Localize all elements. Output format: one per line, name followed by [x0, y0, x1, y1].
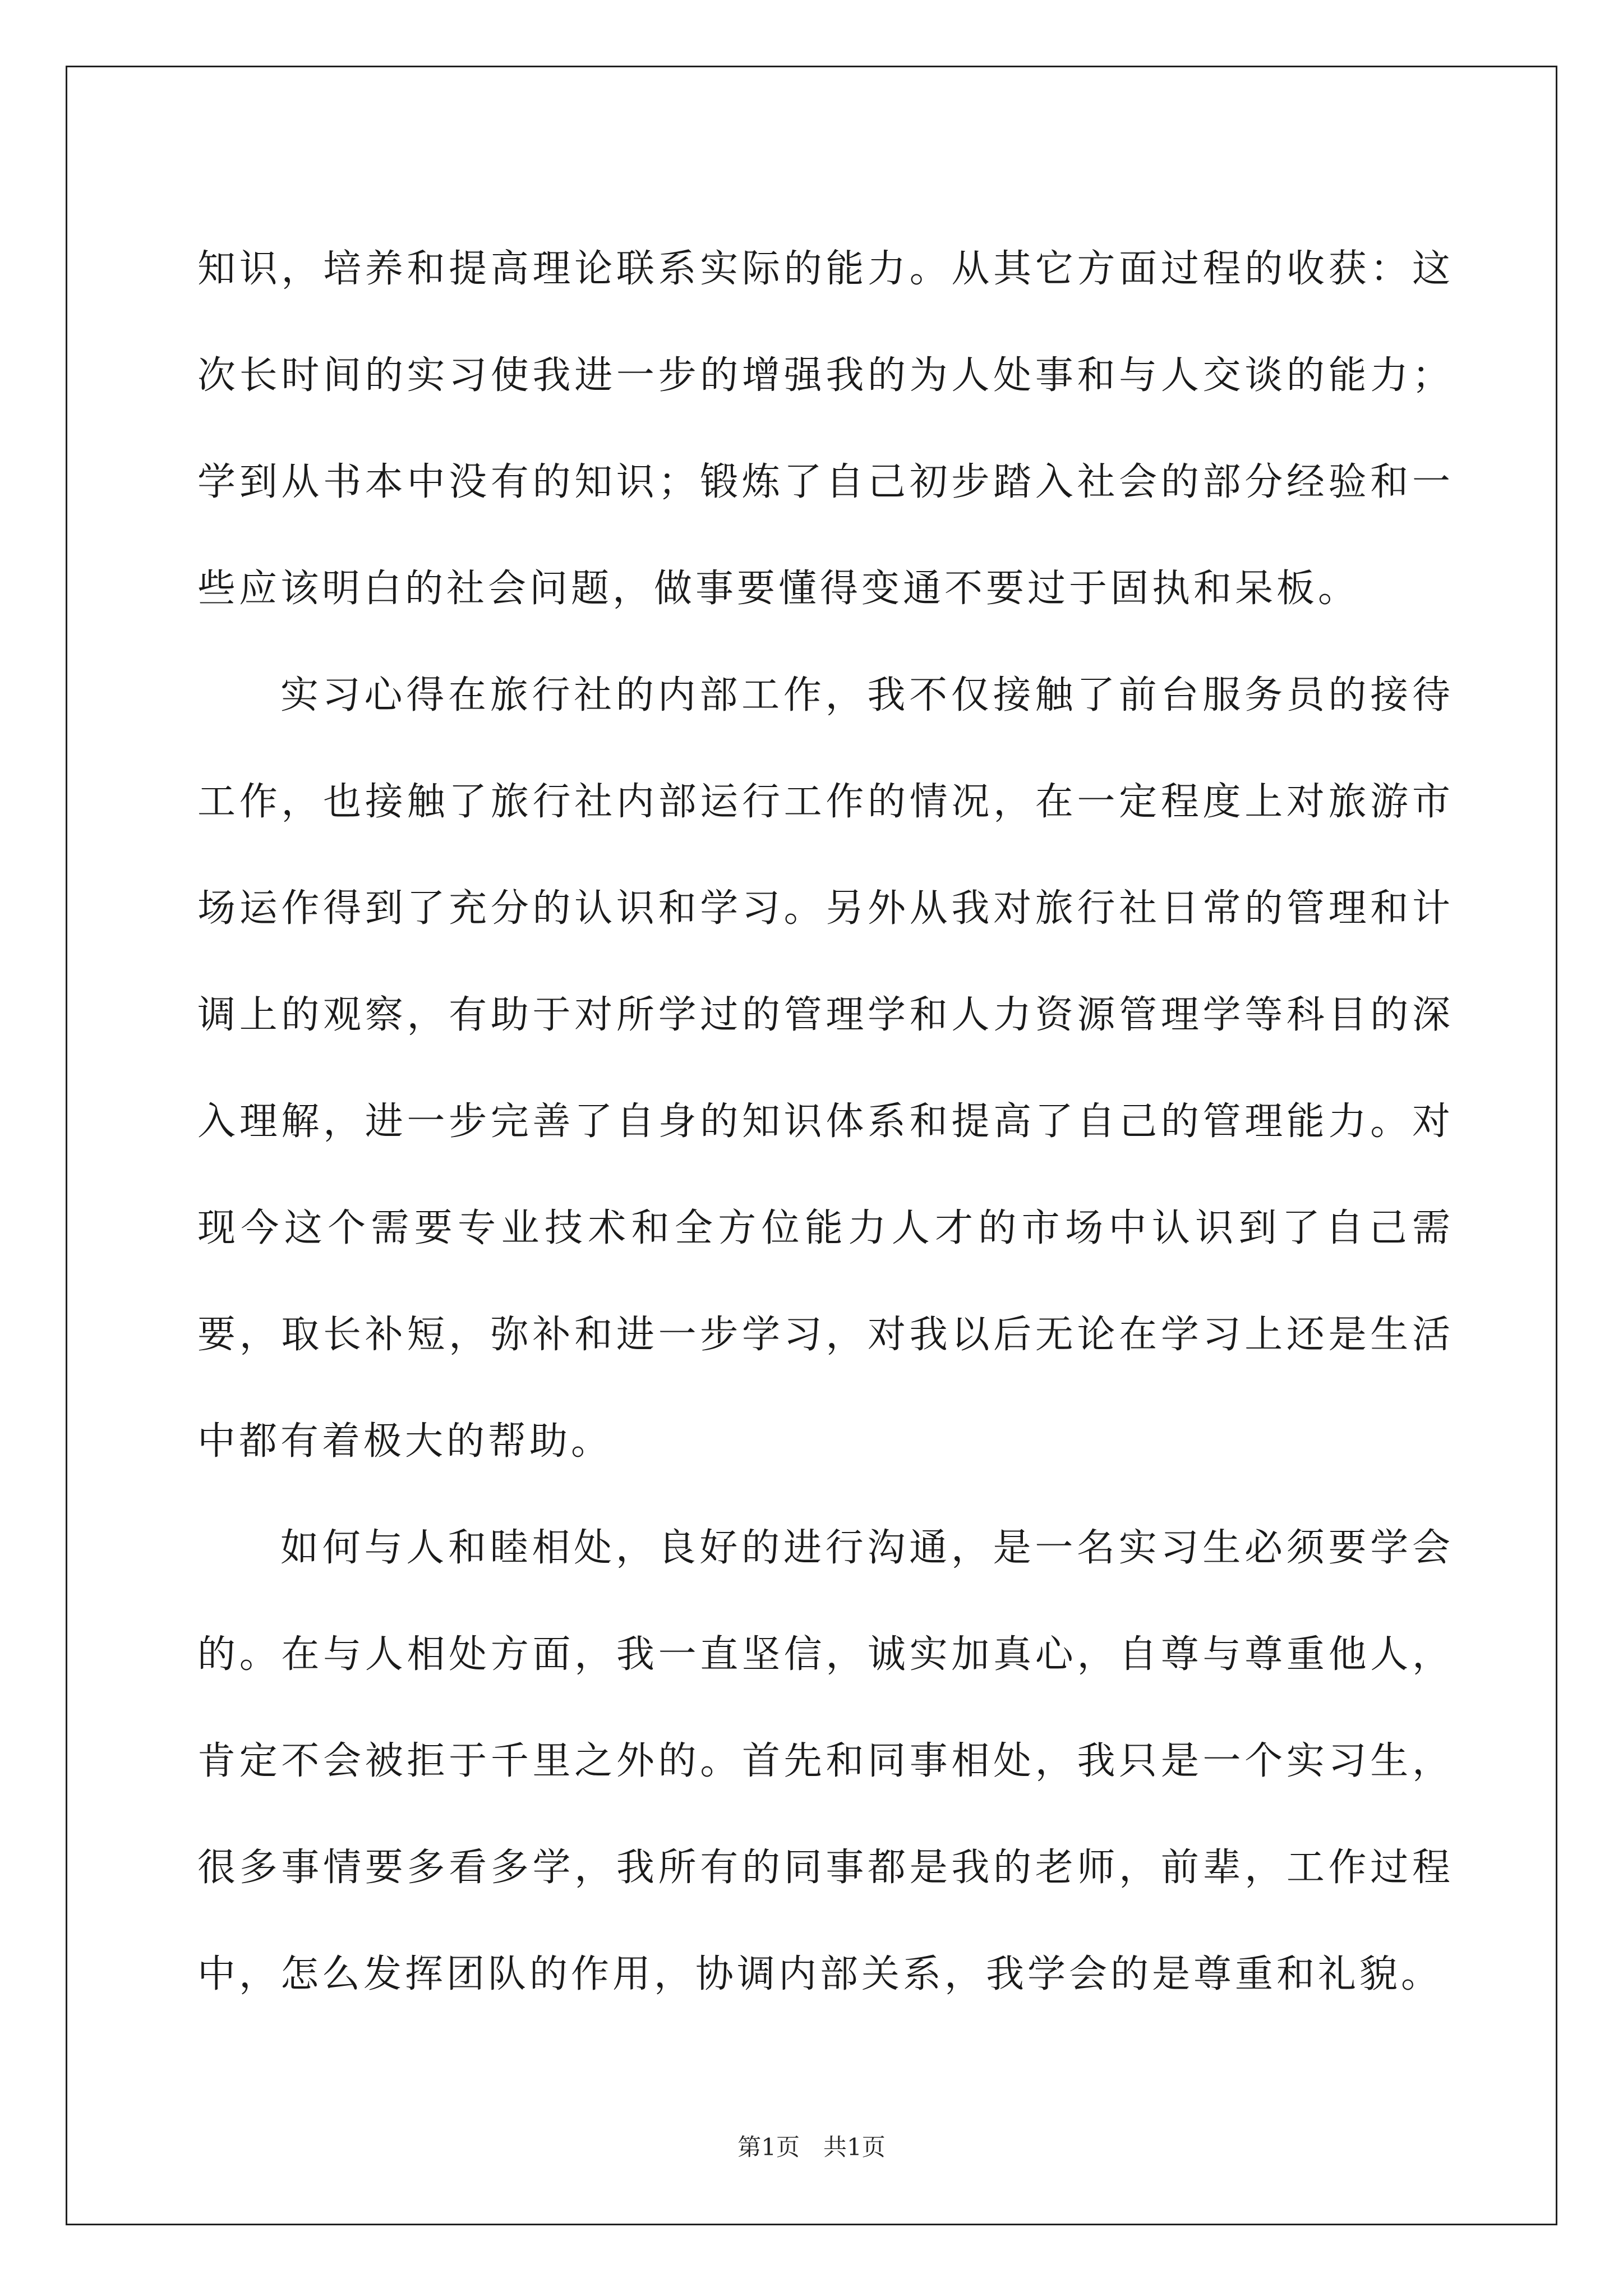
document-body: [197, 216, 1454, 2028]
page-number: 第1页 共1页: [737, 2133, 886, 2161]
paragraph-1: 知识，培养和提高理论联系实际的能力。从其它方面过程的收获：这次长时间的实习使我进一步的增强我的为人处事和与人交谈的能力；学到从书本中没有的知识；锻炼了自己初步踏入社会的部分经验和一些应该明白的社会问题，做事要懂得变通不要过于固执和呆板。: [197, 247, 1454, 611]
paragraph-2: 实习心得在旅行社的内部工作，我不仅接触了前台服务员的接待工作，也接触了旅行社内部运行工作的情况，在一定程度上对旅游市场运作得到了充分的认识和学习。另外从我对旅行社日常的管理和计调上的观察，有助于对所学过的管理学和人力资源管理学等科目的深入理解，进一步完善了自身的知识体系和提高了自己的管理能力。对现今这个需要专业技术和全方位能力人才的市场中认识到了自己需要，取长补短，弥补和进一步学习，对我以后无论在学习上还是生活中都有着极大的帮助。: [197, 673, 1454, 1464]
paragraph-3: 如何与人和睦相处，良好的进行沟通，是一名实习生必须要学会的。在与人相处方面，我一直坚信，诚实加真心，自尊与尊重他人，肯定不会被拒于千里之外的。首先和同事相处，我只是一个实习生，很多事情要多看多学，我所有的同事都是我的老师，前辈，工作过程中，怎么发挥团队的作用，协调内部关系，我学会的是尊重和礼貌。: [197, 1526, 1454, 1996]
